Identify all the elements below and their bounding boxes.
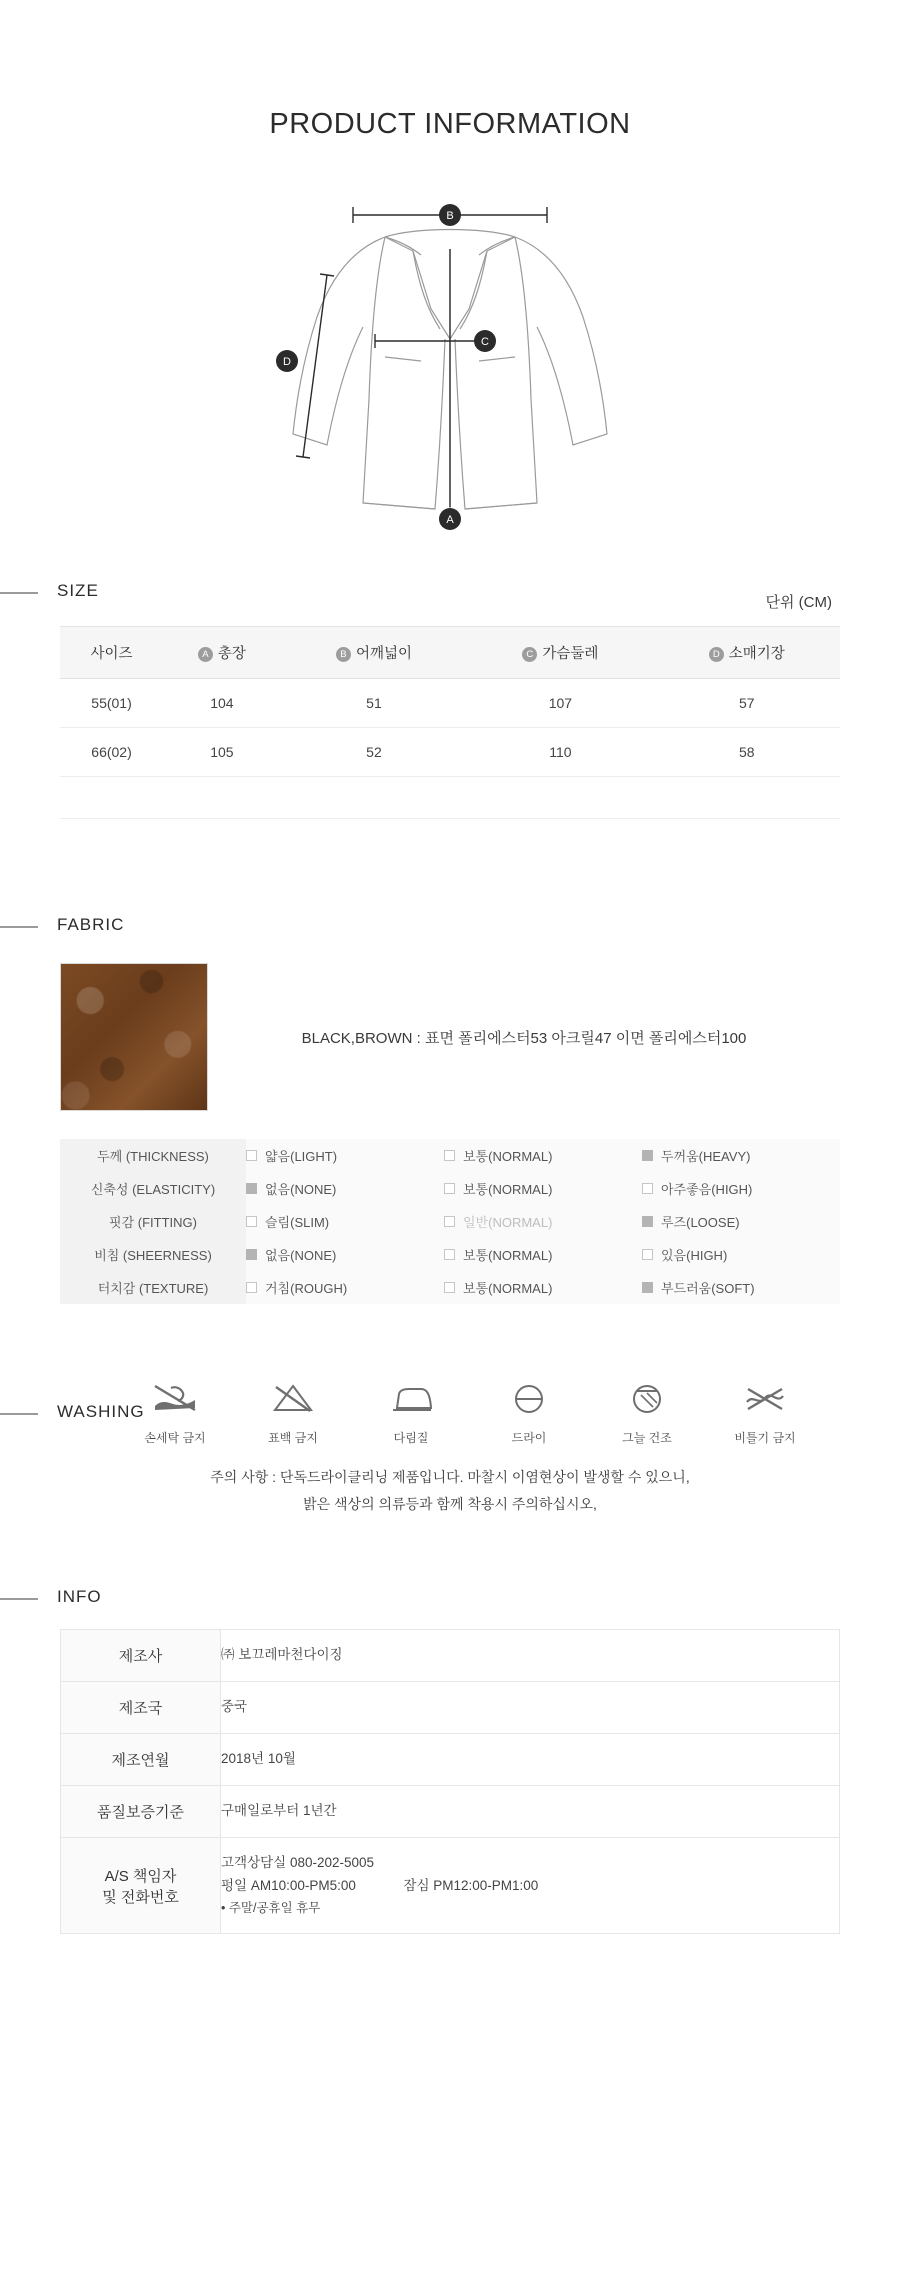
wash-icon-item [252,1380,334,1446]
checkbox[interactable] [642,1150,653,1161]
checkbox[interactable] [246,1282,257,1293]
fabric-property-table [60,1139,840,1304]
size-col-1 [163,627,281,679]
dry-icon [505,1380,553,1418]
wash-caption: 그늘 건조 [622,1431,672,1445]
table-row [61,1630,840,1682]
property-option [246,1172,444,1205]
size-col-4-label: 소매기장 [728,646,785,662]
hand-wash-prohibited-icon [151,1380,199,1418]
wash-caption: 비틀기 금지 [734,1431,796,1445]
property-option [246,1139,444,1172]
wring-prohibited-icon [741,1380,789,1418]
property-label: 비침 (SHEERNESS) [60,1238,246,1271]
table-row [60,1172,840,1205]
wash-caption: 드라이 [511,1431,547,1445]
checkbox[interactable] [444,1150,455,1161]
property-option [246,1205,444,1238]
option-label: 얇음(LIGHT) [265,1149,338,1164]
measure-line-d [296,274,334,458]
checkbox[interactable] [642,1249,653,1260]
iron-icon [387,1380,435,1418]
measure-line-c [375,334,485,348]
table-row [61,1734,840,1786]
table-row [61,1837,840,1933]
wash-caption: 표백 금지 [268,1431,318,1445]
option-label: 슬림(SLIM) [265,1215,330,1230]
option-label: 보통(NORMAL) [463,1248,553,1263]
size-col-0-label: 사이즈 [90,646,133,662]
as-line1: 고객상담실 080-202-5005 [221,1854,375,1870]
info-key: 제조사 [61,1630,221,1682]
svg-text:C: C [481,336,489,348]
fabric-heading-label: FABRIC [57,915,125,934]
size-col-3 [467,627,653,679]
wash-icon-item [134,1380,216,1446]
info-section [0,1587,900,1934]
info-key: 제조연월 [61,1734,221,1786]
info-value: 2018년 10월 [221,1734,840,1786]
option-label: 있음(HIGH) [661,1248,728,1263]
washing-note [0,1464,900,1517]
wash-caption: 손세탁 금지 [144,1431,206,1445]
info-value-as [221,1837,840,1933]
property-option [642,1238,840,1271]
property-option [642,1205,840,1238]
info-value: ㈜ 보끄레마천다이징 [221,1630,840,1682]
size-col-4 [654,627,840,679]
checkbox[interactable] [444,1282,455,1293]
heading-rule [0,592,38,594]
info-value: 구매일로부터 1년간 [221,1786,840,1838]
property-option [444,1172,642,1205]
table-row [60,1271,840,1304]
as-key-line1: A/S 책임자 [104,1867,177,1885]
page-title: PRODUCT INFORMATION [269,108,631,140]
size-cell: 110 [467,728,653,777]
badge-c: C [522,647,537,662]
property-label: 터치감 (TEXTURE) [60,1271,246,1304]
property-option [444,1205,642,1238]
as-key-line2: 및 전화번호 [102,1888,179,1906]
shade-dry-icon [623,1380,671,1418]
info-heading [0,1587,900,1607]
option-label: 보통(NORMAL) [463,1149,553,1164]
svg-text:D: D [283,356,291,368]
size-col-3-label: 가슴둘레 [542,646,599,662]
option-label: 루즈(LOOSE) [661,1215,740,1230]
property-label: 신축성 (ELASTICITY) [60,1172,246,1205]
info-value: 중국 [221,1682,840,1734]
table-row [60,679,840,728]
option-label: 없음(NONE) [265,1182,337,1197]
property-option [444,1271,642,1304]
size-table-header-row [60,627,840,679]
size-heading-label: SIZE [57,581,99,600]
size-cell: 51 [281,679,467,728]
property-option [246,1271,444,1304]
option-label: 보통(NORMAL) [463,1281,553,1296]
property-option [642,1271,840,1304]
checkbox[interactable] [444,1216,455,1227]
option-label: 보통(NORMAL) [463,1182,553,1197]
option-label: 일반(NORMAL) [463,1215,553,1230]
fabric-heading [0,915,900,935]
washing-note-line2: 밝은 색상의 의류등과 함께 착용시 주의하십시오, [303,1495,597,1512]
size-cell: 66(02) [60,728,163,777]
option-label: 없음(NONE) [265,1248,337,1263]
table-row [60,1238,840,1271]
heading-rule [0,926,38,928]
option-label: 부드러움(SOFT) [661,1281,755,1296]
wash-icon-item [606,1380,688,1446]
property-option [642,1139,840,1172]
wash-caption: 다림질 [393,1431,429,1445]
heading-rule [0,1413,38,1415]
marker-d [276,350,298,372]
table-row [60,1139,840,1172]
size-table-bottom-spacer [60,777,840,819]
washing-section [0,1380,900,1517]
size-col-0 [60,627,163,679]
fabric-description: BLACK,BROWN : 표면 폴리에스터53 아크릴47 이면 폴리에스터100 [301,1029,747,1047]
fabric-row [60,963,840,1111]
washing-note-line1: 주의 사항 : 단독드라이클리닝 제품입니다. 마찰시 이염현상이 발생할 수 있으니, [210,1469,690,1485]
info-heading-label: INFO [57,1587,102,1607]
washing-heading [0,1402,145,1422]
checkbox[interactable] [642,1282,653,1293]
bleach-prohibited-icon [269,1380,317,1418]
marker-a [439,508,461,530]
marker-b [439,204,461,226]
size-cell: 57 [654,679,840,728]
size-table [60,626,840,777]
property-option [642,1172,840,1205]
svg-text:A: A [446,514,454,526]
badge-a: A [198,647,213,662]
wash-icon-item [370,1380,452,1446]
checkbox[interactable] [246,1216,257,1227]
size-section [0,581,900,819]
option-label: 거침(ROUGH) [265,1281,348,1296]
coat-diagram [0,189,900,539]
size-col-2-label: 어깨넓이 [355,646,412,662]
as-lunch-hours: 잠심 PM12:00-PM1:00 [403,1877,539,1893]
size-unit: 단위 (CM) [765,594,832,611]
coat-measurement-svg [235,189,665,539]
as-weekday-hours: 펑일 AM10:00-PM5:00 [221,1877,356,1893]
property-label: 핏감 (FITTING) [60,1205,246,1238]
option-label: 아주좋음(HIGH) [661,1182,753,1197]
size-cell: 58 [654,728,840,777]
checkbox[interactable] [642,1183,653,1194]
info-key: 제조국 [61,1682,221,1734]
checkbox[interactable] [246,1249,257,1260]
size-col-2 [281,627,467,679]
size-cell: 107 [467,679,653,728]
wash-icon-item [724,1380,806,1446]
size-cell: 104 [163,679,281,728]
option-label: 두꺼움(HEAVY) [661,1149,751,1164]
size-heading [0,581,900,601]
size-cell: 105 [163,728,281,777]
table-row [61,1786,840,1838]
checkbox[interactable] [444,1249,455,1260]
checkbox[interactable] [246,1150,257,1161]
svg-text:B: B [446,210,454,222]
info-key: 품질보증기준 [61,1786,221,1838]
property-option [246,1238,444,1271]
washing-heading-label: WASHING [57,1402,145,1421]
fabric-section [0,915,900,1304]
bottom-spacer [0,1934,900,2024]
property-label: 두께 (THICKNESS) [60,1139,246,1172]
table-row [61,1682,840,1734]
as-line2 [221,1875,839,1898]
info-table [60,1629,840,1934]
as-line3: • 주말/공휴일 휴무 [221,1900,321,1915]
checkbox[interactable] [444,1183,455,1194]
table-row [60,1205,840,1238]
heading-rule [0,1598,38,1600]
info-key-as [61,1837,221,1933]
badge-d: D [709,647,724,662]
badge-b: B [336,647,351,662]
table-row [60,728,840,777]
size-col-1-label: 총장 [217,646,246,662]
checkbox[interactable] [246,1183,257,1194]
size-cell: 55(01) [60,679,163,728]
size-cell: 52 [281,728,467,777]
property-option [444,1238,642,1271]
wash-icon-item [488,1380,570,1446]
property-option [444,1139,642,1172]
marker-c [474,330,496,352]
checkbox[interactable] [642,1216,653,1227]
fabric-swatch [60,963,208,1111]
